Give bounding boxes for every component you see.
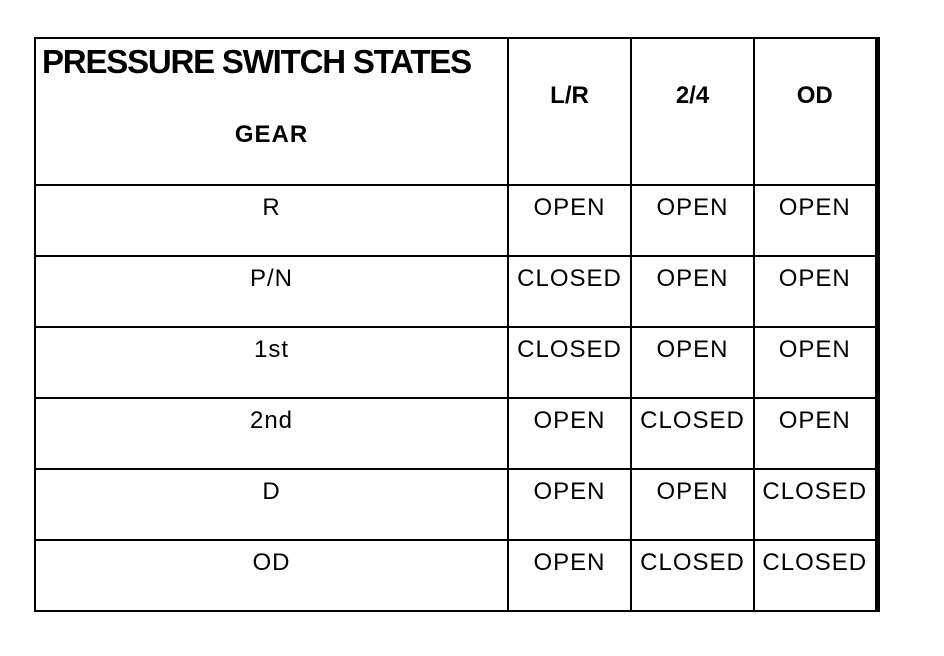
state-cell-lr <box>508 327 631 398</box>
switch-state: OPEN <box>656 478 729 505</box>
table-row <box>35 327 877 398</box>
gear-label: P/N <box>249 265 293 292</box>
switch-state: CLOSED <box>640 407 745 434</box>
gear-cell <box>35 327 508 398</box>
table-row <box>35 185 877 256</box>
gear-label: OD <box>252 549 291 576</box>
state-cell-2-4 <box>631 327 754 398</box>
state-cell-2-4 <box>631 185 754 256</box>
state-cell-lr <box>508 398 631 469</box>
pressure-switch-states-table <box>34 37 880 612</box>
table-title: PRESSURE SWITCH STATES <box>42 43 471 80</box>
switch-state: OPEN <box>778 336 851 363</box>
column-header-od <box>754 38 877 185</box>
state-cell-od <box>754 327 877 398</box>
gear-label: R <box>262 194 281 221</box>
table-header-row <box>35 38 877 185</box>
gear-cell <box>35 398 508 469</box>
gear-cell <box>35 185 508 256</box>
switch-state: OPEN <box>533 478 606 505</box>
state-cell-od <box>754 185 877 256</box>
state-cell-lr <box>508 540 631 611</box>
gear-label: D <box>262 478 281 505</box>
switch-state: CLOSED <box>517 265 622 292</box>
state-cell-2-4 <box>631 540 754 611</box>
switch-state: OPEN <box>656 194 729 221</box>
gear-cell <box>35 540 508 611</box>
switch-state: OPEN <box>533 407 606 434</box>
table-row <box>35 398 877 469</box>
gear-cell <box>35 469 508 540</box>
table-row <box>35 256 877 327</box>
gear-label: 2nd <box>249 407 294 434</box>
state-cell-2-4 <box>631 398 754 469</box>
column-header-2-4 <box>631 38 754 185</box>
header-corner-cell <box>35 38 508 185</box>
switch-state: OPEN <box>778 194 851 221</box>
switch-state: OPEN <box>533 194 606 221</box>
gear-cell <box>35 256 508 327</box>
state-cell-od <box>754 256 877 327</box>
state-cell-lr <box>508 469 631 540</box>
table-row <box>35 540 877 611</box>
switch-state: OPEN <box>656 265 729 292</box>
state-cell-od <box>754 398 877 469</box>
column-header-label: 2/4 <box>675 81 710 109</box>
gear-column-header: GEAR <box>234 121 309 148</box>
state-cell-lr <box>508 256 631 327</box>
switch-state: CLOSED <box>517 336 622 363</box>
state-cell-od <box>754 540 877 611</box>
switch-state: CLOSED <box>762 549 868 576</box>
switch-state: OPEN <box>778 265 851 292</box>
pressure-switch-table-wrapper <box>34 37 880 612</box>
column-header-label: OD <box>796 81 833 109</box>
switch-state: OPEN <box>778 407 851 434</box>
state-cell-2-4 <box>631 469 754 540</box>
switch-state: CLOSED <box>762 478 868 505</box>
switch-state: OPEN <box>533 549 606 576</box>
column-header-label: L/R <box>550 81 589 109</box>
state-cell-2-4 <box>631 256 754 327</box>
table-row <box>35 469 877 540</box>
switch-state: OPEN <box>656 336 729 363</box>
gear-label: 1st <box>253 336 289 363</box>
state-cell-od <box>754 469 877 540</box>
state-cell-lr <box>508 185 631 256</box>
column-header-lr <box>508 38 631 185</box>
switch-state: CLOSED <box>640 549 745 576</box>
